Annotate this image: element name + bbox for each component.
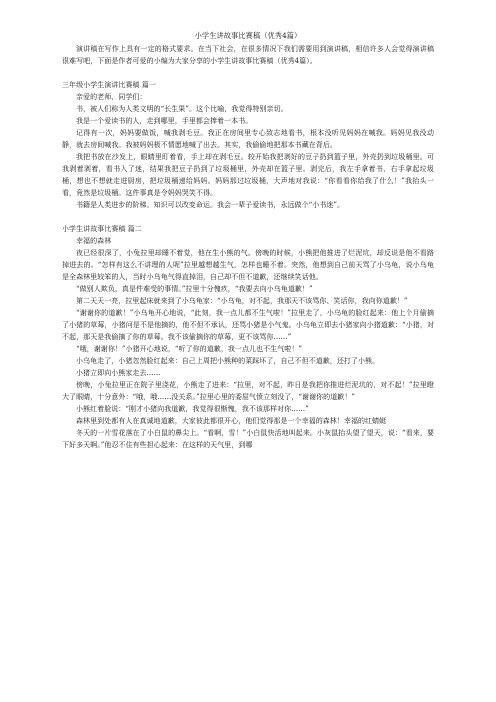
paragraph: 傍晚，小兔拉里正在院子里浇花，小熊走了进来：“拉里，对不起，昨日是我把你推进烂泥坑的，对不起！”拉里瞪大了眼睛，十分意外：“哦，哦……没关系。”拉里心里的委屈气愤立刻没了，“谢谢你的道歉！” [62,381,434,401]
story-title: 幸福的森林 [76,237,112,245]
section-heading: 三年级小学生演讲比赛稿 篇一 [62,81,156,89]
document-title: 小学生讲故事比赛稿（优秀4篇） [194,31,302,40]
paragraph: 夜已经很深了，小兔拉里却睡不着觉，他在生小熊的气。傍晚的时候，小熊把他推进了烂泥坑，却反说是他不看路掉进去的。“怎样有这么不讲理的人呢”拉里越想越生气，怎样也睡不着。突然，他想到自己前天骂了小乌龟，说小乌龟是全森林里较笨的人，当时小乌龟气得直掉泪，自己却不但不道歉，还继续笑话他。 [62,249,434,281]
paragraph: 亲爱的老师、同学们： [76,93,147,101]
section-spacer [62,211,434,223]
paragraph: 我把书放在沙发上，眼睛里盯着看，手上却在剥毛豆。较开始我把剥好的豆子扔到篮子里，外壳扔到垃圾桶里。可我剥着剥着，看书入了迷，结果我把豆子扔到了垃圾桶里，外壳却在篮子里。剥完后，我左手拿着书，右手拿起垃圾桶，想也不想就走进厨房，把垃圾桶递给妈妈。妈妈那过垃圾桶，大声地对我说：“你看看你给我了什么！”我抬头一看，竟然是垃圾桶。这件事真是令妈妈哭笑不得。 [62,153,434,197]
paragraph: 小猪立即向小熊家走去…… [76,369,161,377]
paragraph: “哦，谢谢你！”小猪开心地说，“听了你的道歉，我一点儿也不生气啦！” [76,345,303,353]
paragraph: 小乌龟走了，小猪忽然脸红起来：自己上周把小熊种的菜踩坏了，自己不但不道歉，还打了小熊。 [76,357,380,365]
intro-paragraph: 演讲稿在写作上具有一定的格式要求。在当下社会，在很多情况下我们需要用到演讲稿，相信许多人会觉得演讲稿很难写吧，下面是作者可爱的小编为大家分享的小学生讲故事比赛稿（优秀4篇）。 [62,45,434,65]
paragraph: 书，被人们称为人类文明的“长生果”。这个比喻，我觉得特别亲切。 [76,105,288,113]
section-spacer [62,67,434,79]
paragraph: 第二天天一亮，拉里起床就来到了小乌龟家：“小乌龟，对不起，我那天不该骂你、笑话你，我向你道歉！” [76,297,408,305]
paragraph: 书籍是人类进步的阶梯。知识可以改变命运。我会一辈子爱读书，永远做个“小书迷”。 [76,201,345,209]
paragraph: 森林里到处都有人在真诚地道歉，大家彼此都很开心，他们觉得那是一个幸福的森林！幸福的红蜻蜓 [76,417,387,425]
paragraph: “谢谢你的道歉！”小乌龟开心地说，“此刻，我一点儿都不生气啦！”拉里走了，小乌龟的脸红起来：他上个月偷摘了小猪的草莓，小猪问是不是他摘的，他不但不承认，还骂小猪是小气鬼。小乌龟立即去小猪家向小猪道歉：“小猪，对不起，那天是我偷摘了你的草莓。我不该偷摘你的草莓，更不该骂你……” [62,309,434,341]
section-heading: 小学生讲故事比赛稿 篇二 [62,225,142,233]
paragraph: 我是一个爱读书的人，走到哪里，手里都会捧着一本书。 [76,117,253,125]
paragraph: “做别人欺负，真是件难受的事情。”拉里十分愧疚，“我要去向小乌龟道歉！” [76,285,313,293]
paragraph: 记得有一次，妈妈要做饭，喊我剥毛豆。我正在房间里专心致志地看书，根本没听见妈妈在喊我。妈妈见我没动静，就去房间喊我。我被妈妈极不情愿地喊了出去。其实，我偷偷地把那本书藏在背后。 [62,129,434,149]
paragraph: 冬天的一片雪花落在了小白鼠的鼻尖上。“看啊，雪！”小白鼠快活地叫起来。小灰鼠抬头望了望天，说：“看来，要下好多天啊。”他忍不住有些担心起来：在这样的天气里，到哪 [62,429,434,449]
paragraph: 小熊红着脸说：“刚才小猪向我道歉，我觉得很惭愧，我不该那样对你……” [76,405,309,413]
